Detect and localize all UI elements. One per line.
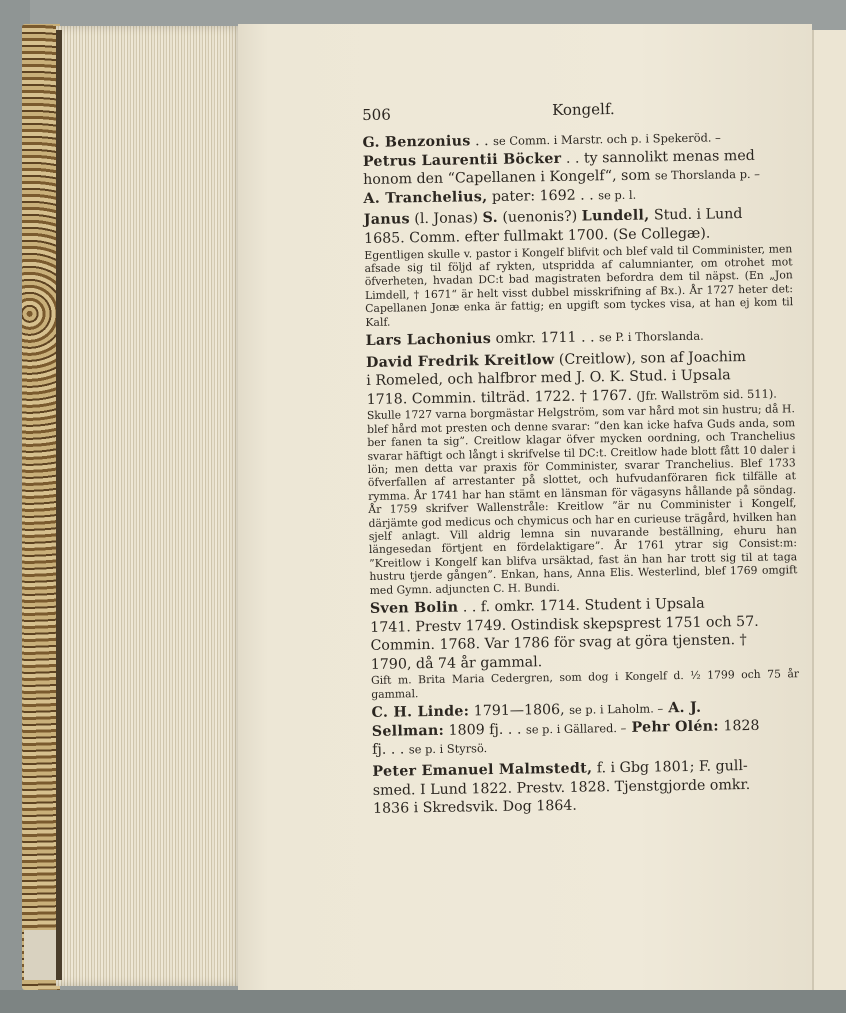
entry-line: C. H. Linde: 1791—1806, se p. i Laholm. – A. J. bbox=[371, 699, 702, 722]
entry-lundell bbox=[364, 205, 794, 329]
entry-line: 1790, då 74 år gammal. bbox=[370, 654, 543, 673]
entry-line: Lars Lachonius omkr. 1711 . . se P. i Thorslanda. bbox=[365, 328, 704, 349]
entry-line: fj. . . se p. i Styrsö. bbox=[372, 741, 488, 759]
entry-note: Egentligen skulle v. pastor i Kongelf blifvit och blef vald til Comminister, men afsade sig til följd af rykten, utspridda af calumnianter, om otrohet mot öfverheten, hvadan DC:t bad magistraten befordra dem til näpst. (En „Jon Limdell, † 1671“ är helt visst dubbel misskrifning af Bx.). År 1727 heter det: Capellanen Jonæ enka är fattig; en upgift som tyckes visa, at han ej kom til Kalf. bbox=[364, 241, 794, 329]
running-head: Kongelf. bbox=[551, 100, 615, 120]
entry-line: honom den “Capellanen i Kongelf“, som se Thorslanda p. – bbox=[363, 166, 761, 189]
binding-edge bbox=[56, 30, 62, 980]
entry-lachonius bbox=[366, 325, 794, 350]
entry-line: Peter Emanuel Malmstedt, f. i Gbg 1801; F. gull- bbox=[372, 758, 748, 780]
page-number: 506 bbox=[362, 105, 391, 124]
entry-line: A. Tranchelius, pater: 1692 . . se p. l. bbox=[363, 187, 637, 207]
entry-line: 1718. Commin. tilträd. 1722. † 1767. (Jfr. Wallström sid. 511). bbox=[366, 386, 777, 408]
entry-line: Commin. 1768. Var 1786 för svag at göra tjensten. † bbox=[370, 632, 747, 655]
entry-line: 1741. Prestv 1749. Ostindisk skepsprest 1751 och 57. bbox=[370, 613, 759, 636]
entry-line: Janus (l. Jonas) S. (uenonis?) Lundell, Stud. i Lund bbox=[363, 206, 743, 229]
entry-line: 1685. Comm. efter fullmakt 1700. (Se Collegæ). bbox=[363, 225, 711, 247]
entry-line: Sellman: 1809 fj. . . se p. i Gällared. – Pehr Olén: 1828 bbox=[371, 717, 760, 740]
entry-line: David Fredrik Kreitlow (Creitlow), son af Joachim bbox=[365, 348, 746, 371]
entry-line: Sven Bolin . . f. omkr. 1714. Student i Upsala bbox=[369, 595, 705, 617]
entry-line: Petrus Laurentii Böcker . . ty sannolikt menas med bbox=[362, 147, 755, 170]
entry-note: Skulle 1727 varna borgmästar Helgström, som var hård mot sin hustru; då H. blef hård mot presten och denne svarar: ”den kan icke hafva Guds anda, som ber fanen ta sig”. Creitlow klagar öfver mycken oordning, och Tranchelius svarar häftigt och långt i skrifvelse til DC:t. Creitlow hade blott fått 10 daler i lön; men detta var praxis för Comminister, svarar Tranchelius. Blef 1733 öfverfallen af arrestanter på slottet, och hufvudanföraren fick tilfälle at rymma. År 1741 har han stämt en länsman för vägasyns hållande på söndag. År 1759 skrifver Wallenstråle: Kreitlow ”är nu Comminister i Kongelf, därjämte god medicus och chymicus och har en curieuse trägård, hvilken han sjelf anlagt. Vill aldrig lemna sin nuvarande beställning, ehuru han längesedan förtjent en fördelaktigare”. År 1761 ytrar sig Consist:m: ”Kreitlow i Kongelf kan blifva ursäktad, fast än han har trott sig til at taga hustru tjerde gången”. Enkan, hans, Anna Elis. Westerlind, blef 1769 omgift med Gymn. adjuncten C. H. Bundi. bbox=[366, 402, 798, 597]
facing-page-edge bbox=[812, 30, 846, 990]
entry-line: i Romeled, och halfbror med J. O. K. Stud. i Upsala bbox=[366, 367, 731, 390]
entry-line: smed. I Lund 1822. Prestv. 1828. Tjenstgjorde omkr. bbox=[372, 776, 751, 799]
page-edges bbox=[56, 26, 244, 986]
entry-malmstedt bbox=[372, 756, 801, 818]
entry-kreitlow bbox=[366, 347, 798, 597]
entry-line: 1836 i Skredsvik. Dog 1864. bbox=[372, 797, 578, 818]
marbled-book-cover bbox=[22, 24, 60, 990]
entry-bolin bbox=[370, 593, 800, 701]
entry-note: Gift m. Brita Maria Cedergren, som dog i Kongelf d. ½ 1799 och 75 år gammal. bbox=[370, 667, 800, 701]
entry-benzonius bbox=[362, 127, 791, 208]
entry-line: G. Benzonius . . se Comm. i Marstr. och p. i Spekeröd. – bbox=[362, 130, 721, 151]
table-bottom bbox=[0, 990, 846, 1013]
cover-label bbox=[24, 930, 58, 980]
page-text bbox=[362, 97, 801, 818]
entry-linde-sellman-olen bbox=[371, 697, 800, 759]
